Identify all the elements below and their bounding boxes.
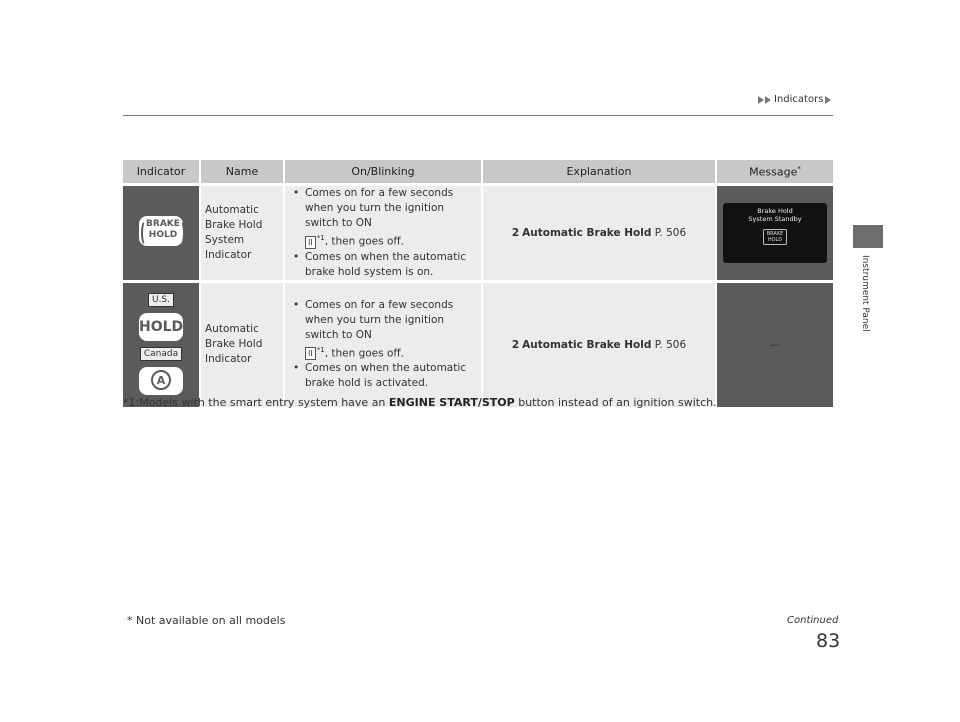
explanation-cell	[483, 186, 717, 280]
breadcrumb-arrow-icon	[758, 96, 764, 104]
xref-title[interactable]: Automatic Brake Hold	[522, 226, 652, 239]
name-cell: Automatic Brake Hold System Indicator	[201, 186, 285, 280]
message-line: System Standby	[748, 214, 802, 223]
col-header-message-label: Message	[749, 165, 798, 179]
explanation-cell	[483, 283, 717, 407]
footnote-mark: *	[797, 164, 801, 173]
list-item	[291, 298, 477, 362]
list-item: • Comes on when the automatic brake hold is activated.	[291, 361, 477, 391]
col-header-on-blinking: On/Blinking	[285, 160, 483, 183]
section-tab-label	[854, 255, 876, 355]
name-cell: Automatic Brake Hold Indicator	[201, 283, 285, 407]
footnote-text: button instead of an ignition switch.	[514, 396, 717, 409]
ignition-key-icon: II	[305, 236, 316, 249]
page-number: 83	[816, 630, 841, 652]
bullet-text: Comes on for a few seconds when you turn the ignition switch to ON	[305, 298, 454, 341]
cross-reference-icon: 2	[511, 338, 520, 351]
breadcrumb-label: Indicators	[774, 94, 824, 105]
breadcrumb	[758, 94, 832, 105]
icon-text: HOLD	[148, 230, 178, 241]
on-blinking-cell	[285, 186, 483, 280]
icon-text: BRAKE	[146, 219, 180, 230]
header-rule	[123, 115, 833, 116]
indicator-cell	[123, 186, 201, 280]
footnote-text: *1:Models with the smart entry system have an	[123, 396, 389, 409]
hold-icon: HOLD	[139, 313, 183, 341]
brake-hold-icon	[763, 229, 788, 245]
xref-page: P. 506	[654, 226, 687, 239]
message-display-screen	[723, 203, 827, 263]
section-tab-text: Instrument Panel	[860, 255, 870, 332]
section-tab-marker	[853, 225, 883, 248]
footnote-bold: ENGINE START/STOP	[388, 396, 515, 409]
col-header-message	[717, 160, 833, 183]
indicator-cell	[123, 283, 201, 407]
auto-hold-a-icon	[139, 367, 183, 395]
table-row	[123, 186, 833, 280]
icon-text: BRAKE	[766, 230, 784, 237]
list-item: • Comes on when the automatic brake hold system is on.	[291, 250, 477, 280]
xref-title[interactable]: Automatic Brake Hold	[522, 338, 652, 351]
col-header-indicator: Indicator	[123, 160, 201, 183]
list-item	[291, 186, 477, 250]
icon-text: HOLD	[767, 236, 783, 243]
indicator-table	[123, 157, 833, 410]
on-blinking-cell	[285, 283, 483, 407]
bullet-text: Comes on for a few seconds when you turn the ignition switch to ON	[305, 187, 454, 229]
col-header-name: Name	[201, 160, 285, 183]
bullet-text: , then goes off.	[324, 235, 404, 248]
page-footnote: * Not available on all models	[127, 614, 286, 627]
ignition-key-icon: II	[305, 347, 316, 360]
footnote-ref: *1	[316, 234, 325, 242]
col-header-explanation: Explanation	[483, 160, 717, 183]
footnote-ref: *1	[316, 345, 325, 354]
brake-hold-icon	[139, 216, 183, 246]
table-footnote	[123, 396, 717, 409]
continued-label: Continued	[787, 615, 839, 626]
table-header-row	[123, 160, 833, 183]
breadcrumb-arrow-icon	[825, 96, 831, 104]
xref-page: P. 506	[654, 338, 687, 351]
message-cell	[717, 186, 833, 280]
message-line: Brake Hold	[757, 206, 793, 215]
table-row	[123, 283, 833, 407]
a-glyph: A	[151, 370, 171, 390]
cross-reference-icon: 2	[511, 226, 520, 239]
breadcrumb-arrow-icon	[765, 96, 771, 104]
region-tag-us: U.S.	[148, 293, 174, 307]
region-tag-canada: Canada	[140, 347, 182, 361]
bullet-text: , then goes off.	[324, 347, 404, 360]
message-cell: —	[717, 283, 833, 407]
